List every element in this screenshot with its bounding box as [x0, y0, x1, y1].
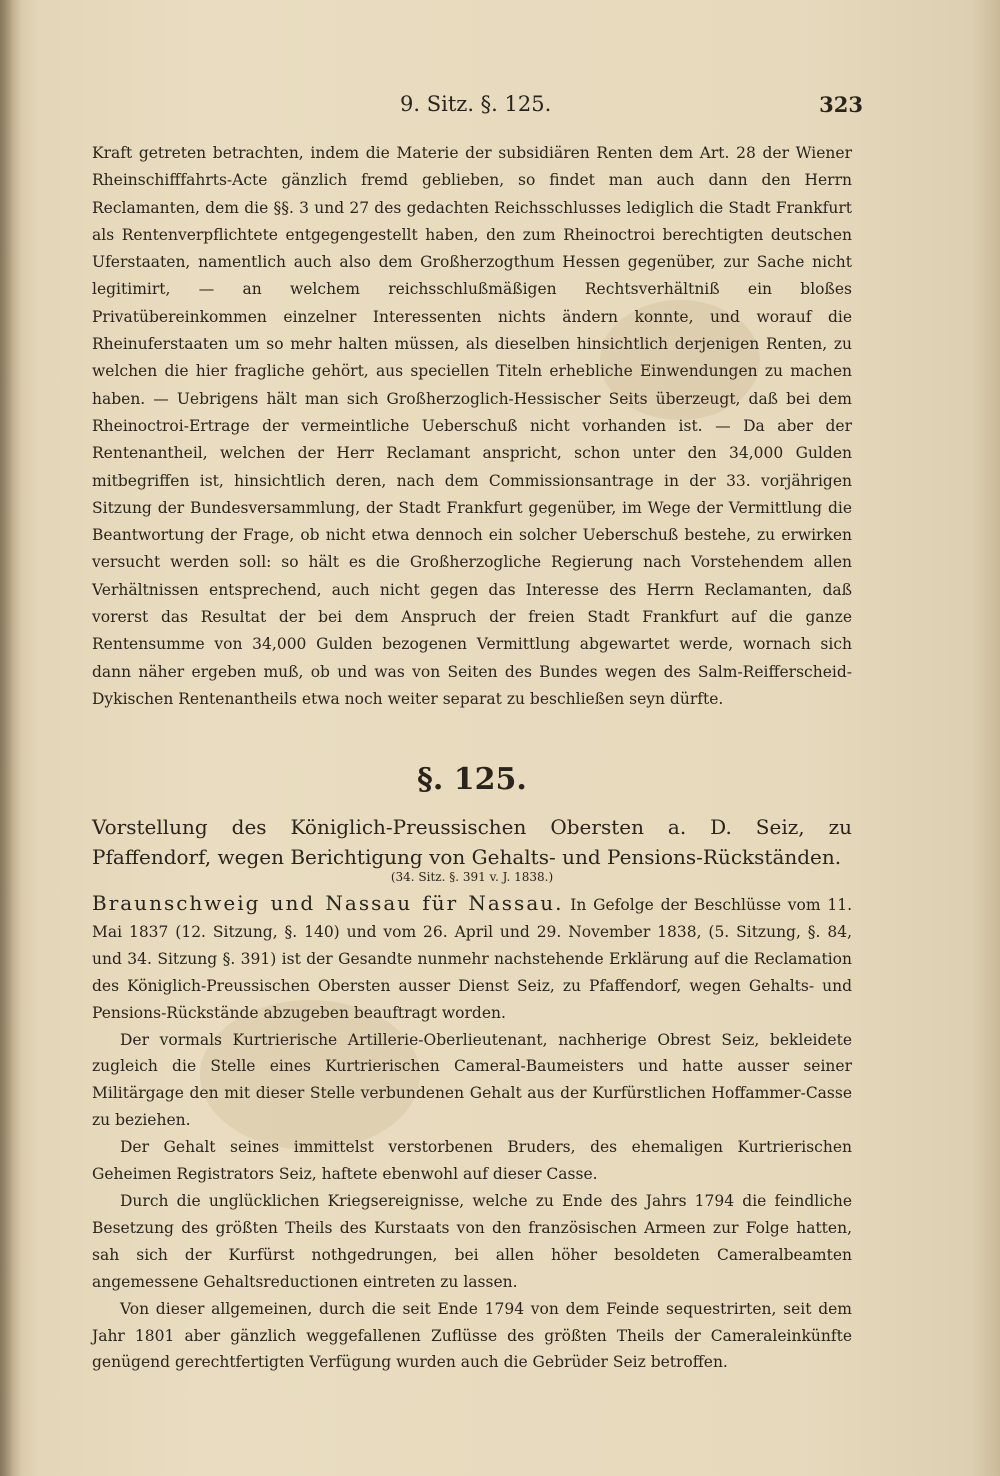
section-paragraph-5: Von dieser allgemeinen, durch die seit Ende 1794 von dem Feinde sequestrirten, seit dem Jahr 1801 aber gänzlich weggefallenen Zuflüsse des größten Theils der Cameraleinkünfte genügend gerechtfertigten Verfügung wurden auch die Gebrüder Seiz betroffen. [92, 1299, 852, 1372]
speaker-heading: Braunschweig und Nassau für Nassau. [92, 891, 564, 915]
section-heading: §. 125. [417, 762, 527, 797]
section-subject: Vorstellung des Königlich-Preussischen Obersten a. D. Seiz, zu Pfaffendorf, wegen Berichtigung von Gehalts- und Pensions-Rückständen. [92, 815, 852, 869]
continuation-paragraph: Kraft getreten betrachten, indem die Materie der subsidiären Renten dem Art. 28 der Wiener Rheinschifffahrts-Acte gänzlich fremd geblieben, so findet man auch dann den Herrn Reclamanten, dem die §§. 3 und 27 des gedachten Reichsschlusses lediglich die Stadt Frankfurt als Rentenverpflichtete entgegengestellt haben, den zum Rheinoctroi berechtigten deutschen Uferstaaten, namentlich auch also dem Großherzogthum Hessen gegenüber, zur Sache nicht legitimirt, — an welchem reichsschlußmäßigen Rechtsverhältniß ein bloßes Privatübereinkommen einzelner Interessenten nichts ändern konnte, und worauf die Rheinuferstaaten um so mehr halten müssen, als dieselben hinsichtlich derjenigen Renten, zu welchen die hier fragliche gehört, aus speciellen Titeln erhebliche Einwendungen zu machen haben. — Uebrigens hält man sich Großherzoglich-Hessischer Seits überzeugt, daß bei dem Rheinoctroi-Ertrage der vermeintliche Ueberschuß nicht vorhanden ist. — Da aber der Rentenantheil, welchen der Herr Reclamant anspricht, schon unter den 34,000 Gulden mitbegriffen ist, hinsichtlich deren, nach dem Commissionsantrage in der 33. vorjährigen Sitzung der Bundesversammlung, der Stadt Frankfurt gegenüber, im Wege der Vermittlung die Beantwortung der Frage, ob nicht etwa dennoch ein solcher Ueberschuß bestehe, zu erwirken versucht werden soll: so hält es die Großherzogliche Regierung nach Vorstehendem allen Verhältnissen entsprechend, auch nicht gegen das Interesse des Herrn Reclamanten, daß vorerst das Resultat der bei dem Anspruch der freien Stadt Frankfurt auf die ganze Rentensumme von 34,000 Gulden bezogenen Vermittlung abgewartet werde, wornach sich dann näher ergeben muß, ob und was von Seiten des Bundes wegen des Salm-Reifferscheid-Dykischen Rentenantheils etwa noch weiter separat zu beschließen seyn dürfte. [92, 144, 852, 708]
section-paragraph-1 [92, 890, 852, 1027]
paragraph-text: In Gefolge der Beschlüsse vom 11. Mai 1837 (12. Sitzung, §. 140) und vom 26. April und 29. November 1838, (5. Sitzung, §. 84, und 34. Sitzung §. 391) ist der Gesandte nunmehr nachstehende Erklärung auf die Reclamation des Königlich-Preussischen Obersten ausser Dienst Seiz, zu Pfaffendorf, wegen Gehalts- und Pensions-Rückstände abzugeben beauftragt worden. [92, 896, 852, 1022]
section-paragraph-3: Der Gehalt seines immittelst verstorbenen Bruders, des ehemaligen Kurtrierischen Geheimen Registrators Seiz, haftete ebenwohl auf dieser Casse. [92, 1138, 852, 1184]
page-number: 323 [819, 92, 863, 117]
section-paragraph-4: Durch die unglücklichen Kriegsereignisse, welche zu Ende des Jahrs 1794 die feindliche Besetzung des größten Theils des Kurstaats von den französischen Armeen zur Folge hatten, sah sich der Kurfürst nothgedrungen, bei allen höher besoldeten Cameralbeamten angemessene Gehaltsreductionen eintreten zu lassen. [92, 1191, 852, 1291]
running-header [95, 92, 863, 128]
header-section-ref: 9. Sitz. §. 125. [400, 92, 552, 116]
section-body [92, 890, 852, 1376]
continuation-block [92, 140, 852, 713]
section-paragraph-2: Der vormals Kurtrierische Artillerie-Oberlieutenant, nachherige Obrest Seiz, bekleidete zugleich die Stelle eines Kurtrierischen Cameral-Baumeisters und hatte ausser seiner Militärgage den mit dieser Stelle verbundenen Gehalt aus der Kurfürstlichen Hoffammer-Casse zu beziehen. [92, 1030, 852, 1130]
section-reference: (34. Sitz. §. 391 v. J. 1838.) [390, 870, 554, 884]
book-spine-shadow [0, 0, 22, 1476]
